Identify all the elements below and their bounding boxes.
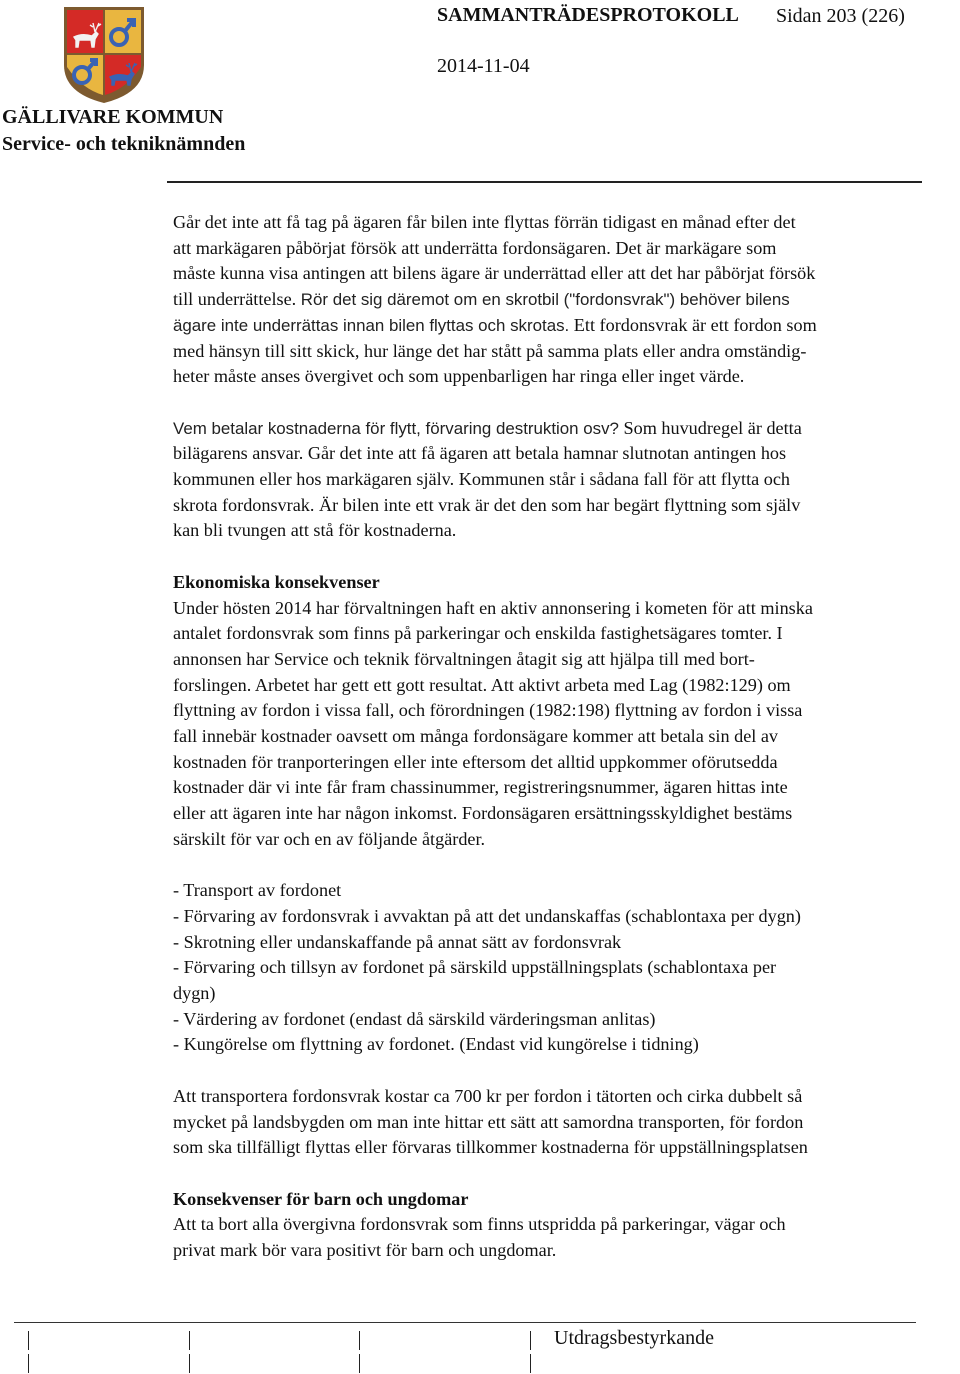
municipality-name: GÄLLIVARE KOMMUN: [2, 106, 224, 128]
text-line: skrota fordonsvrak. Är bilen inte ett vrak är det den som har begärt flyttning som själv: [173, 494, 801, 515]
text-line: särskilt för var och en av följande åtgärder.: [173, 828, 486, 849]
signature-box-divider: [28, 1354, 29, 1373]
committee-name: Service- och tekniknämnden: [2, 133, 246, 155]
signature-box-divider: [530, 1354, 531, 1373]
text-segment: Vem betalar kostnaderna för flytt, förvaring destruktion osv?: [173, 418, 619, 438]
text-line: med hänsyn till sitt skick, hur länge det har stått på samma plats eller andra omständig-: [173, 340, 807, 361]
text-segment: Ett fordonsvrak är ett fordon som: [573, 314, 817, 335]
header-divider: [167, 181, 922, 183]
list-item: - Förvaring av fordonsvrak i avvaktan på att det undanskaffas (schablontaxa per dygn): [173, 905, 801, 926]
text-line: antalet fordonsvrak som finns på parkeringar och enskilda fastighetsägares tomter. I: [173, 623, 783, 644]
text-line: att markägaren påbörjat försök att underrätta fordonsägaren. Det är markägare som: [173, 237, 777, 258]
protocol-body: [173, 210, 959, 1264]
text-line: eller att ägaren inte har någon inkomst. Fordonsägaren ersättningsskyldighet bestäms: [173, 803, 793, 824]
text-line: kommunen eller hos markägaren själv. Kommunen står i sådana fall för att flytta och: [173, 469, 790, 490]
text-line: måste kunna visa antingen att bilens ägare är underrättad eller att det har påbörjat försök: [173, 263, 816, 284]
list-item: - Transport av fordonet: [173, 880, 342, 901]
list-item: - Förvaring och tillsyn av fordonet på särskild uppställningsplats (schablontaxa per: [173, 957, 777, 978]
paragraph-gap: [173, 1058, 959, 1084]
text-line: Att ta bort alla övergivna fordonsvrak som finns utspridda på parkeringar, vägar och: [173, 1214, 786, 1235]
cost-measures-list: [173, 878, 959, 1058]
text-line: annonsen har Service och teknik förvaltningen åtagit sig att hjälpa till med bort-: [173, 648, 755, 669]
text-line: [173, 313, 959, 339]
list-item: dygn): [173, 983, 216, 1004]
certification-label: Utdragsbestyrkande: [554, 1327, 714, 1349]
text-line: Under hösten 2014 har förvaltningen haft en aktiv annonsering i kometen för att minska: [173, 597, 813, 618]
text-line: [173, 287, 959, 313]
list-item: - Skrotning eller undanskaffande på annat sätt av fordonsvrak: [173, 931, 622, 952]
list-item: - Värdering av fordonet (endast då särskild värderingsman anlitas): [173, 1008, 656, 1029]
text-line: kostnader där vi inte får fram chassinummer, registreringsnummer, ägaren hittas inte: [173, 777, 788, 798]
paragraph-gap: [173, 544, 959, 570]
meeting-date: 2014-11-04: [437, 55, 530, 77]
signature-box-divider: [359, 1354, 360, 1373]
text-line: forslingen. Arbetet har gett ett gott resultat. Att aktivt arbeta med Lag (1982:129) om: [173, 674, 791, 695]
text-segment: Som huvudregel är detta: [623, 417, 802, 438]
footer-divider: [14, 1322, 916, 1323]
paragraph-economic: [173, 596, 959, 853]
text-line: [173, 441, 959, 467]
text-line: mycket på landsbygden om man inte hittar ett sätt att samordna transporten, för fordon: [173, 1111, 804, 1132]
paragraph-owner-notification: [173, 210, 959, 390]
paragraph-who-pays: [173, 416, 959, 545]
document-title: SAMMANTRÄDESPROTOKOLL: [437, 4, 739, 26]
paragraph-gap: [173, 853, 959, 879]
text-line: som ska tillfälligt flyttas eller förvaras tillkommer kostnaderna för uppställningsplatsen: [173, 1137, 808, 1158]
signature-box-divider: [28, 1331, 29, 1350]
paragraph-gap: [173, 1161, 959, 1187]
text-segment: Går det inte att få ägaren att betala hamnar slutnotan antingen hos: [307, 443, 787, 464]
text-line: Att transportera fordonsvrak kostar ca 700 kr per fordon i tätorten och cirka dubbelt så: [173, 1085, 803, 1106]
text-line: [173, 416, 959, 442]
signature-box-divider: [189, 1354, 190, 1373]
signature-box-divider: [359, 1331, 360, 1350]
text-segment: ägare inte underrättas innan bilen flyttas och skrotas.: [173, 315, 570, 335]
heading-economic-consequences: Ekonomiska konsekvenser: [173, 571, 380, 592]
paragraph-gap: [173, 390, 959, 416]
text-segment: bilägarens ansvar.: [173, 443, 304, 464]
paragraph-children: [173, 1212, 959, 1263]
text-line: fall innebär kostnader oavsett om många fordonsägare kommer att betala sin del av: [173, 726, 779, 747]
text-segment: Rör det sig däremot om en skrotbil ("fordonsvrak") behöver bilens: [300, 290, 790, 310]
text-line: Går det inte att få tag på ägaren får bilen inte flyttas förrän tidigast en månad efter det: [173, 212, 796, 232]
gallivare-crest-logo: [62, 5, 146, 105]
text-line: kostnaden för tranporteringen eller inte eftersom det alltid uppkommer oförutsedda: [173, 751, 778, 772]
list-item: - Kungörelse om flyttning av fordonet. (Endast vid kungörelse i tidning): [173, 1034, 699, 1055]
signature-box-divider: [530, 1331, 531, 1350]
page-number: Sidan 203 (226): [776, 5, 905, 27]
text-line: privat mark bör vara positivt för barn och ungdomar.: [173, 1240, 557, 1261]
signature-box-divider: [189, 1331, 190, 1350]
text-line: heter måste anses övergivet och som uppenbarligen har ringa eller inget värde.: [173, 366, 745, 387]
text-segment: till underrättelse.: [173, 289, 297, 310]
text-line: kan bli tvungen att stå för kostnaderna.: [173, 520, 457, 541]
text-line: flyttning av fordon i vissa fall, och förordningen (1982:198) flyttning av fordon i vissa: [173, 700, 803, 721]
heading-children-consequences: Konsekvenser för barn och ungdomar: [173, 1188, 469, 1209]
paragraph-transport-cost: [173, 1084, 959, 1161]
